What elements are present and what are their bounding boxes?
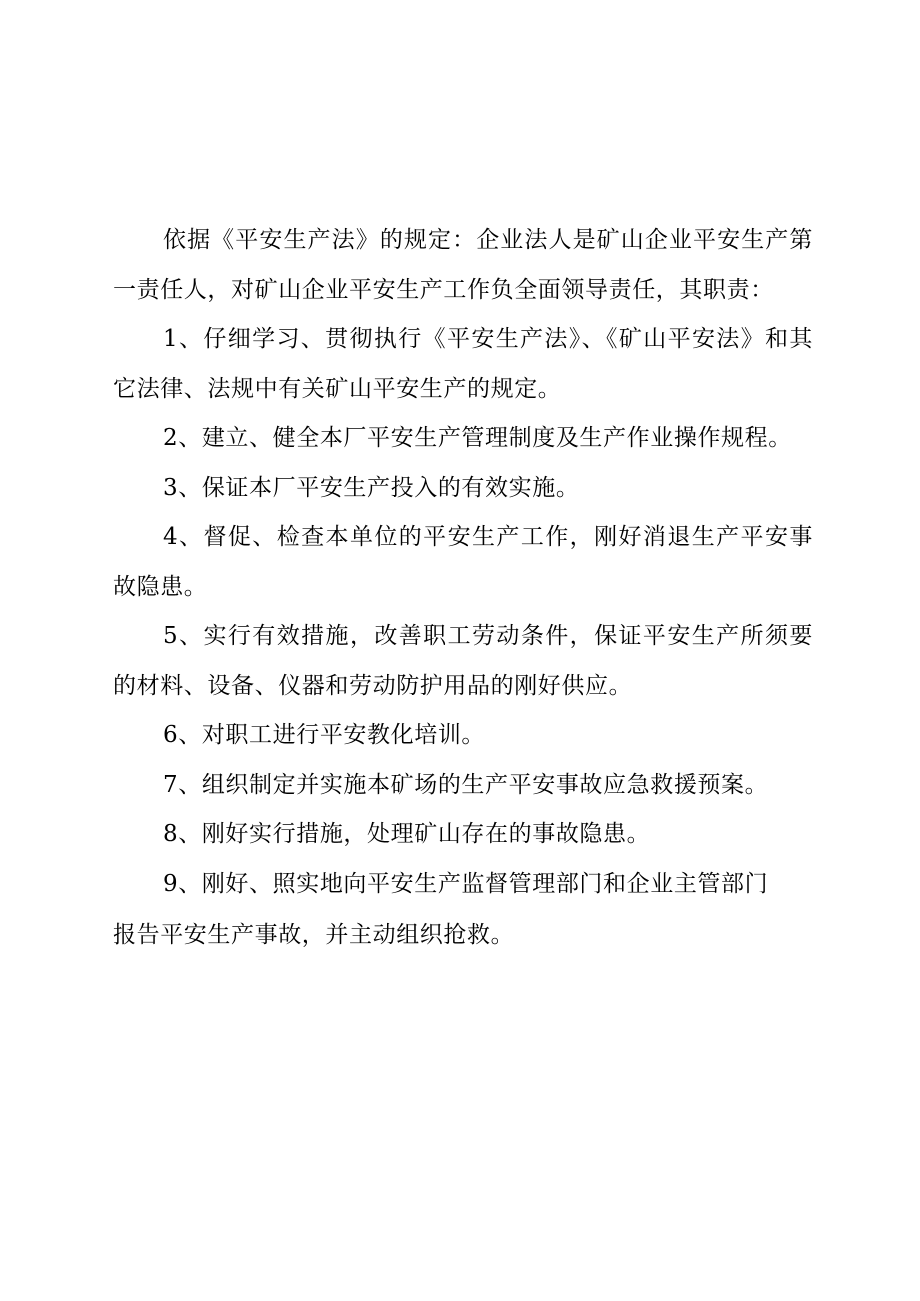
duty-item-9: 9、刚好、照实地向平安生产监督管理部门和企业主管部门 xyxy=(163,870,769,897)
duty-item-4: 4、督促、检查本单位的平安生产工作，刚好消退生产平安事故隐患。 xyxy=(113,524,813,600)
duty-item-2: 2、建立、健全本厂平安生产管理制度及生产作业操作规程。 xyxy=(163,425,792,451)
duty-item-3: 3、保证本厂平安生产投入的有效实施。 xyxy=(163,474,580,501)
duty-item-7: 7、组织制定并实施本矿场的生产平安事故应急救援预案。 xyxy=(163,771,769,798)
duty-item-6: 6、对职工进行平安教化培训。 xyxy=(163,722,486,748)
duty-item-8: 8、刚好实行措施，处理矿山存在的事故隐患。 xyxy=(163,821,651,847)
intro-paragraph: 依据《平安生产法》的规定：企业法人是矿山企业平安生产第一责任人，对矿山企业平安生产工作负全面领导责任，其职责： xyxy=(113,227,813,303)
duty-item-1: 1、仔细学习、贯彻执行《平安生产法》、《矿山平安法》和其它法律、法规中有关矿山平安生产的规定。 xyxy=(113,326,813,402)
duty-item-9-continuation: 报告平安生产事故，并主动组织抢救。 xyxy=(113,922,515,948)
duty-item-5: 5、实行有效措施，改善职工劳动条件，保证平安生产所须要的材料、设备、仪器和劳动防护用品的刚好供应。 xyxy=(113,623,813,699)
document-body xyxy=(113,216,813,961)
